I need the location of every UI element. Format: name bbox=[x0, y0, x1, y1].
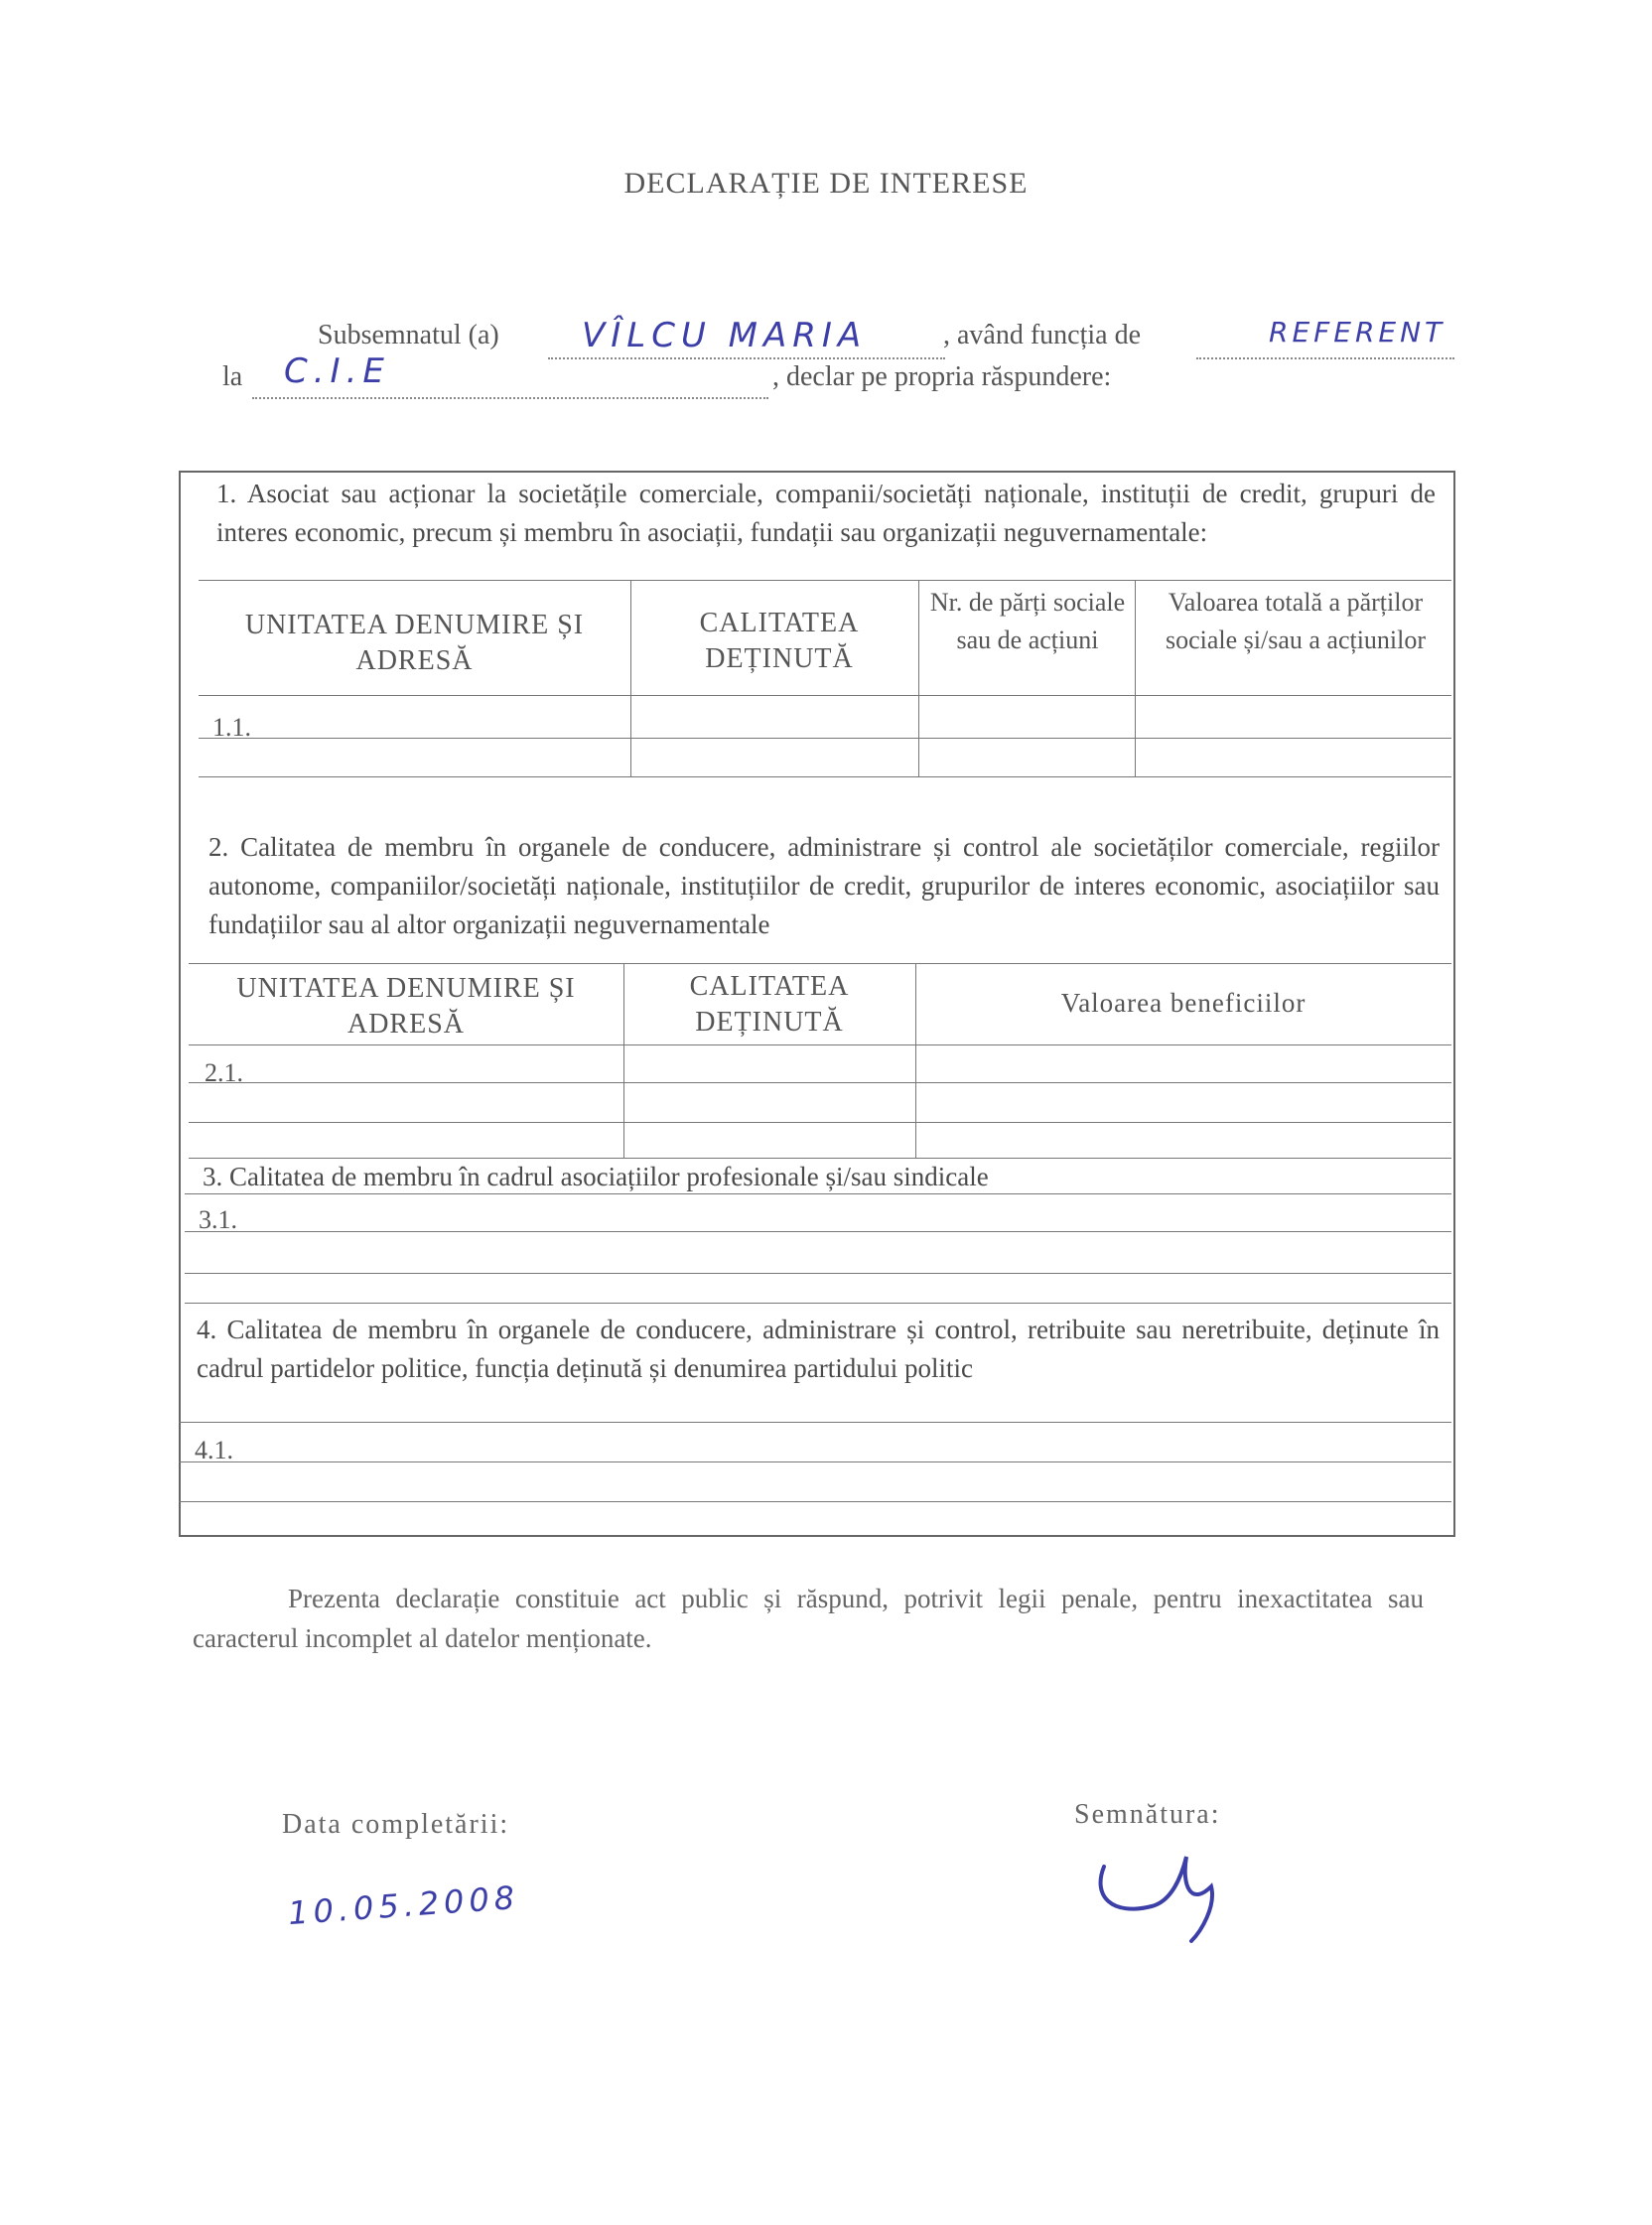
name-line bbox=[548, 357, 945, 359]
section-2-text: 2. Calitatea de membru în organele de conducere, administrare și control ale societăților comerciale, regiilor autonome, companiilor/societăți naționale, instituțiilor de credit, grupurilor de interes economic, asociațiilor sau fundațiilor sau al altor organizații neguvernamentale bbox=[208, 832, 1440, 939]
institution-line bbox=[252, 397, 768, 399]
s2-col-unitatea: UNITATEA DENUMIRE ȘI ADRESĂ bbox=[236, 973, 576, 1040]
date-value[interactable]: 10.05.2008 bbox=[286, 1877, 521, 1933]
s1-col-valoarea: Valoarea totală a părților sociale și/sau a acțiunilor bbox=[1165, 588, 1427, 654]
signature-label: Semnătura: bbox=[1074, 1799, 1221, 1830]
name-value[interactable]: VÎLCU MARIA bbox=[582, 316, 868, 355]
row-1-1: 1.1. bbox=[212, 713, 251, 742]
signature-mark bbox=[1092, 1837, 1241, 1946]
document-title: DECLARAȚIE DE INTERESE bbox=[623, 167, 1029, 200]
section-4-text: 4. Calitatea de membru în organele de conducere, administrare și control, retribuite sau neretribuite, deținute în cadrul partidelor politice, funcția deținută și denumirea partidului politic bbox=[197, 1315, 1440, 1383]
footer-statement: Prezenta declarație constituie act public și răspund, potrivit legii penale, pentru inexactitatea sau caracterul incomplet al datelor menționate. bbox=[193, 1584, 1424, 1653]
s2-col-calitatea: CALITATEA DEȚINUTĂ bbox=[689, 971, 850, 1038]
label-la: la bbox=[222, 361, 243, 392]
section-1-text: 1. Asociat sau acționar la societățile comerciale, companii/societăți naționale, instituții de credit, grupuri de interes economic, precum și membru în asociații, fundații sau organizații neguvernamentale: bbox=[216, 479, 1436, 547]
s1-col-nr-parti: Nr. de părți sociale sau de acțiuni bbox=[929, 588, 1126, 654]
institution-value[interactable]: C.I.E bbox=[284, 351, 390, 391]
section-3-text: 3. Calitatea de membru în cadrul asociațiilor profesionale și/sau sindicale bbox=[203, 1162, 989, 1191]
function-value[interactable]: REFERENT bbox=[1269, 316, 1446, 348]
function-line bbox=[1196, 357, 1454, 359]
s1-col-unitatea: UNITATEA DENUMIRE ȘI ADRESĂ bbox=[244, 610, 585, 676]
s2-col-valoarea-beneficiilor: Valoarea beneficiilor bbox=[1060, 988, 1307, 1018]
label-functia: , având funcția de bbox=[943, 320, 1142, 350]
label-declar: , declar pe propria răspundere: bbox=[772, 361, 1112, 392]
s1-col-calitatea: CALITATEA DEȚINUTĂ bbox=[699, 608, 860, 674]
row-4-1: 4.1. bbox=[195, 1436, 233, 1464]
date-label: Data completării: bbox=[282, 1809, 510, 1840]
row-3-1: 3.1. bbox=[199, 1205, 237, 1234]
row-2-1: 2.1. bbox=[205, 1058, 243, 1087]
label-subsemnat: Subsemnatul (a) bbox=[318, 320, 499, 350]
